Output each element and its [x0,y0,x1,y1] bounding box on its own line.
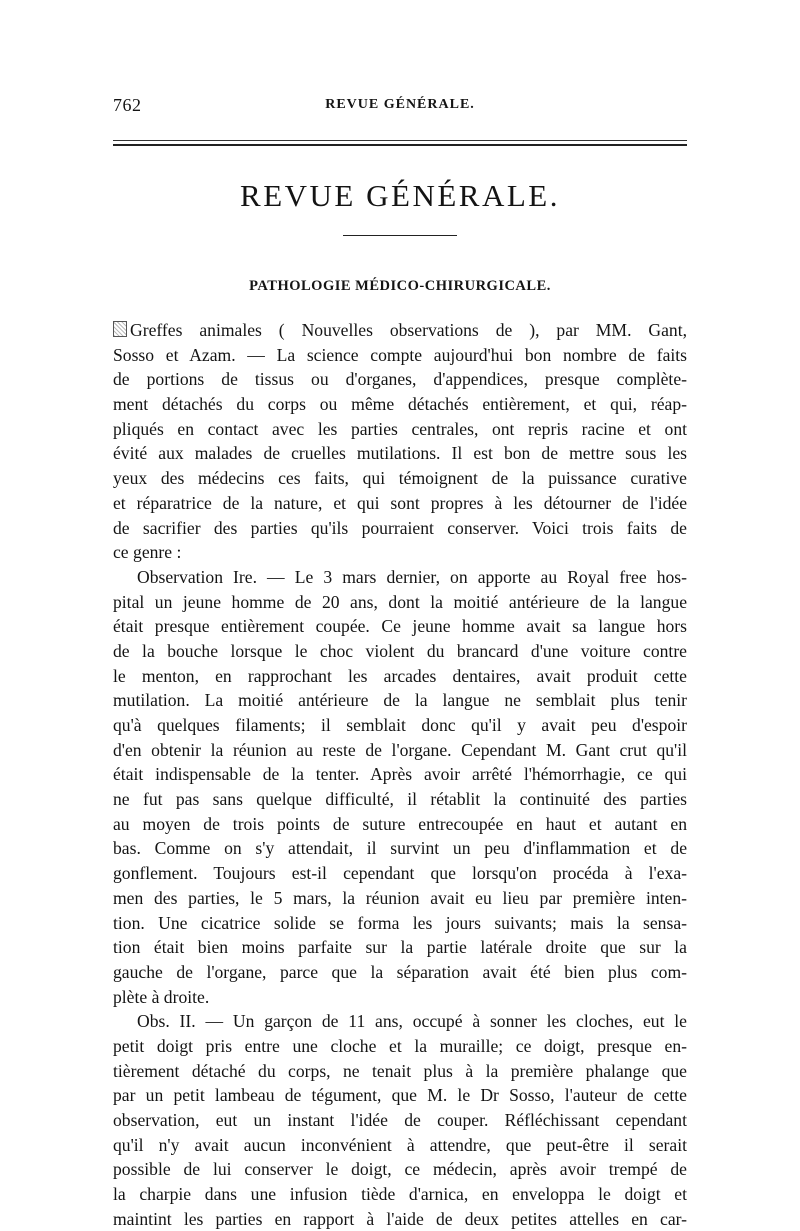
text-line: la charpie dans une infusion tiède d'arnica, en enveloppa le doigt et [113,1184,687,1205]
running-head [113,95,687,119]
text-line: pliqués en contact avec les parties centrales, ont repris racine et ont [113,418,687,439]
text-line: possible de lui conserver le doigt, ce médecin, après avoir trempé de [113,1159,687,1180]
text-line: petit doigt pris entre une cloche et la muraille; ce doigt, presque en- [113,1035,687,1056]
text-line: pital un jeune homme de 20 ans, dont la moitié antérieure de la langue [113,591,687,612]
text-line: yeux des médecins ces faits, qui témoignent de la puissance curative [113,468,687,489]
text-line: de sacrifier des parties qu'ils pourraient conserver. Voici trois faits de [113,517,687,538]
text-line: qu'il n'y avait aucun inconvénient à attendre, que peut-être il serait [113,1134,687,1155]
header-rule-thin [113,140,687,141]
main-title: REVUE GÉNÉRALE. [240,178,560,213]
running-title: REVUE GÉNÉRALE. [325,97,475,112]
text-line: tion. Une cicatrice solide se forma les jours suivants; mais la sensa- [113,912,687,933]
paragraph-marker-icon [113,321,127,337]
text-line: observation, eut un instant l'idée de couper. Réfléchissant cependant [113,1110,687,1130]
text-line: bas. Comme on s'y attendait, il survint un peu d'inflammation et de [113,838,687,859]
text-line: ce genre : [113,542,182,563]
text-line: évité aux malades de cruelles mutilations. Il est bon de mettre sous les [113,443,687,464]
text-line: men des parties, le 5 mars, la réunion avait eu lieu par première inten- [113,887,687,908]
page-number: 762 [113,95,142,115]
text-line: d'en obtenir la réunion au reste de l'organe. Cependant M. Gant crut qu'il [113,739,687,760]
text-line: plète à droite. [113,986,210,1007]
text-line: ne fut pas sans quelque difficulté, il rétablit la continuité des parties [113,789,687,810]
page [113,0,687,1229]
text-line: gonflement. Toujours est-il cependant que lorsqu'on procéda à l'exa- [113,863,687,884]
article-body [113,318,687,1231]
text-line: de la bouche lorsque le choc violent du brancard d'une voiture contre [113,640,687,661]
title-rule [343,235,457,236]
section-heading: PATHOLOGIE MÉDICO-CHIRURGICALE. [249,278,551,294]
text-line: ment détachés du corps ou même détachés entièrement, et qui, réap- [113,394,687,415]
text-line: Sosso et Azam. — La science compte aujourd'hui bon nombre de faits [113,344,687,365]
text-line: gauche de l'organe, parce que la séparation avait été bien plus com- [113,961,687,982]
text-line: tion était bien moins parfaite sur la partie latérale droite que sur la [113,937,687,958]
text-line: était indispensable de la tenter. Après avoir arrêté l'hémorrhagie, ce qui [113,764,687,785]
text-line: mutilation. La moitié antérieure de la langue ne semblait plus tenir [113,690,687,711]
text-line: au moyen de trois points de suture entrecoupée en haut et autant en [113,813,687,834]
text-line: maintint les parties en rapport à l'aide de deux petites attelles en car- [113,1208,687,1229]
text-line: de portions de tissus ou d'organes, d'appendices, presque complète- [113,369,687,390]
text-line: était presque entièrement coupée. Ce jeune homme avait sa langue hors [113,616,687,637]
text-line: par un petit lambeau de tégument, que M. le Dr Sosso, l'auteur de cette [113,1085,687,1106]
text-line: tièrement détaché du corps, ne tenait plus à la première phalange que [113,1060,687,1081]
text-line: qu'à quelques filaments; il semblait donc qu'il y avait peu d'espoir [113,715,687,735]
text-line: Observation Ire. — Le 3 mars dernier, on apporte au Royal free hos- [137,566,687,587]
header-rule-thick [113,144,687,146]
text-line: le menton, en rapprochant les arcades dentaires, avait produit cette [113,665,687,686]
text-line: Obs. II. — Un garçon de 11 ans, occupé à sonner les cloches, eut le [137,1011,687,1032]
text-line: Greffes animales ( Nouvelles observations de ), par MM. Gant, [113,318,687,343]
text-line: et réparatrice de la nature, et qui sont propres à les détourner de l'idée [113,492,687,513]
